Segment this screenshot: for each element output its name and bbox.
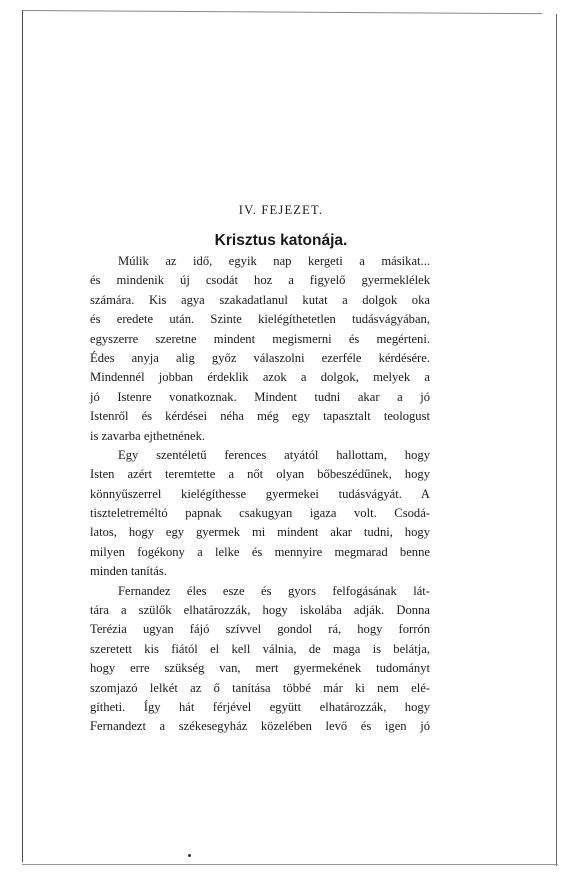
- text-line: szomjazó lelkét az ő tanítása többé már ki nem elé-: [90, 680, 430, 695]
- text-line: Istenről és kérdései néha még egy tapasztalt teologust: [90, 409, 430, 424]
- text-line: és mindenik új csodát hoz a figyelő gyermeklélek: [90, 273, 430, 288]
- chapter-number: IV. FEJEZET.: [238, 203, 324, 217]
- text-line: Fernandez éles esze és gyors felfogásának lát-: [118, 583, 430, 598]
- body-text: [90, 252, 430, 737]
- text-line: egyszerre szeretne mindent megismerni és megérteni.: [90, 331, 430, 346]
- text-line: hogy erre szükség van, mert gyermekének tudományt: [90, 661, 430, 676]
- page-edge-left: [22, 10, 23, 862]
- text-line: minden tanítás.: [90, 564, 167, 579]
- text-line: Édes anyja alig győz válaszolni ezerféle kérdésére.: [90, 350, 430, 365]
- text-line: gítheti. Így hát férjével együtt elhatározzák, hogy: [90, 699, 430, 714]
- text-line: Fernandezt a székesegyház közelében levő és igen jó: [90, 719, 430, 734]
- text-line: könnyűszerrel kielégíthesse gyermekei tudásvágyát. A: [90, 486, 430, 501]
- chapter-title: Krisztus katonája.: [214, 232, 348, 249]
- text-line: tára a szülők elhatározzák, hogy iskolába adják. Donna: [90, 603, 430, 618]
- page-edge-top: [22, 10, 542, 14]
- text-line: latos, hogy egy gyermek mi mindent akar tudni, hogy: [90, 525, 430, 540]
- text-line: Isten azért teremtette a nőt olyan bőbeszédűnek, hogy: [90, 467, 430, 482]
- text-line: Mindennél jobban érdeklik azok a dolgok, melyek a: [90, 370, 430, 385]
- page-edge-right: [556, 14, 557, 866]
- text-line: Terézia ugyan fájó szívvel gondol rá, hogy forrón: [90, 622, 430, 637]
- text-line: is zavarba ejthetnének.: [90, 428, 206, 443]
- text-line: tiszteletreméltó papnak csakugyan igaza volt. Csodá-: [90, 506, 430, 521]
- text-line: milyen fogékony a lelke és mennyire megmarad benne: [90, 544, 430, 559]
- text-line: jó Istenre vonatkoznak. Mindent tudni akar a jó: [90, 389, 430, 404]
- text-line: Múlik az idő, egyik nap kergeti a másikat...: [118, 254, 430, 268]
- text-line: Egy szentéletű ferences atyától hallottam, hogy: [118, 447, 430, 462]
- text-line: szeretett kis fiától el kell válnia, de maga is belátja,: [90, 641, 430, 656]
- text-line: és eredete után. Szinte kielégíthetetlen tudásvágyában,: [90, 312, 430, 327]
- text-line: számára. Kis agya szakadatlanul kutat a dolgok oka: [90, 292, 430, 307]
- page-edge-bottom: [22, 864, 558, 865]
- footer-mark: [188, 854, 191, 857]
